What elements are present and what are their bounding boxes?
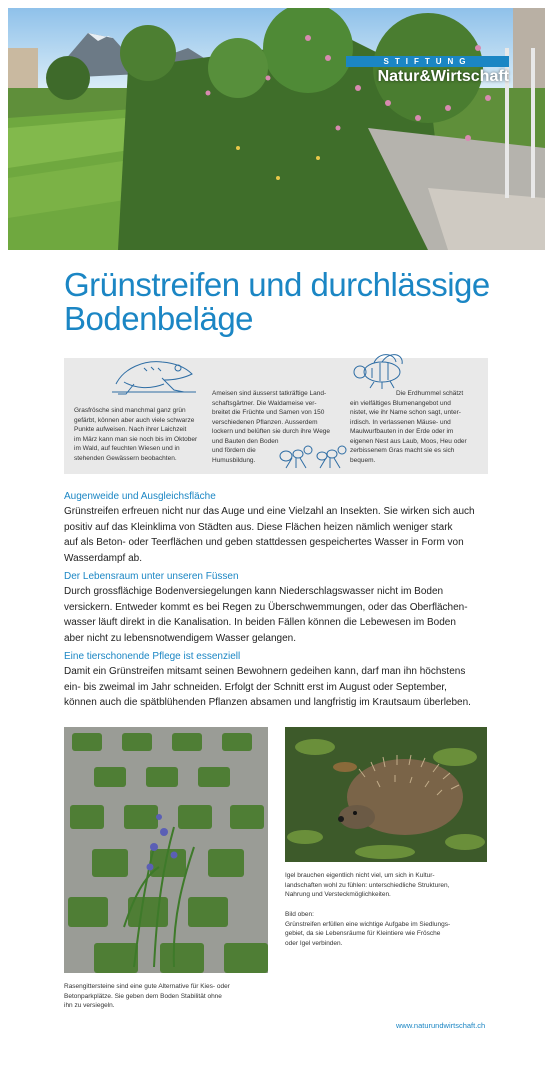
hedgehog-caption [285,871,495,900]
page-title [64,268,524,336]
caption-line: Betonparkplätze. Sie geben dem Boden Stabilität ohne [64,992,222,1000]
section-pflege [64,650,494,711]
frog-text-line: Punkte aufweisen. Nach ihrer Laichzeit [74,426,187,433]
section-line: wasser läuft direkt in die Kanalisation. In beiden Fällen können die Lebewesen im Boden [64,617,456,628]
bee-text-line: Maulwurfbauten in der Erde oder im [350,428,454,435]
section-heading: Der Lebensraum unter unseren Füssen [64,571,239,582]
bee-text [350,389,486,465]
ant-text-line: verschiedenen Pflanzen. Ausserdem [212,418,318,426]
frog-illustration [104,348,204,396]
caption-line: Grünstreifen erfüllen eine wichtige Aufgabe im Siedlungs- [285,920,451,928]
bee-text-line: nistet, wie ihr Name schon sagt, unter- [350,409,461,416]
ant-text-line: Ameisen sind äusserst tatkräftige Land- [212,390,327,397]
caption-line: gebiet, da sie Lebensräume für Kleintiere wie Frösche [285,930,441,937]
section-line: versickern. Entweder kommt es bei Regen zu Überschwemmungen, oder das Oberflächen- [64,601,468,613]
frog-text-line: gefärbt, können aber auch viele schwarze [74,416,195,424]
section-line: können auch die spätblühenden Pflanzen absamen und langfristig im Krautsaum überleben. [64,697,471,708]
foundation-logo [346,56,509,90]
section-line: ein- bis zweimal im Jahr schneiden. Erfolgt der Schnitt erst im August oder September, [64,681,447,693]
ant-text-line: Humusbildung. [212,456,256,464]
section-line: Damit ein Grünstreifen mitsamt seinen Bewohnern gedeihen kann, darf man ihn höchstens [64,666,466,677]
section-line: aber nicht zu lebensnotwendigem Wasser gelangen. [64,632,296,644]
hero-photo [8,8,545,250]
section-line: auf als Beton- oder Teerflächen und geben stattdessen gespeichertes Wasser in Form von [64,537,464,548]
section-heading: Augenweide und Ausgleichsfläche [64,491,216,502]
bee-text-line: ein vielfältiges Blumenangebot und [350,399,451,407]
bild-oben-label: Bild oben: [285,911,314,918]
bee-text-line: Die Erdhummel schätzt [396,390,464,397]
caption-line: Igel brauchen eigentlich nicht viel, um sich in Kultur- [285,872,435,879]
frog-text [74,406,214,463]
section-line: Durch grossflächige Bodenversiegelungen kann Niederschlagswasser nicht im Boden [64,586,444,597]
bild-oben-caption [285,910,495,948]
grid-caption [64,982,274,1011]
section-line: positiv auf das Kleinklima von Städten aus. Diese Flächen heizen nämlich weniger stark [64,521,453,533]
frog-text-line: im März kann man sie noch bis im Oktober [74,435,198,443]
section-heading: Eine tierschonende Pflege ist essenziell [64,651,241,662]
caption-line: ihn zu versiegeln. [64,1002,115,1009]
section-line: Wasserdampf ab. [64,552,142,564]
ant-text-line: lockern und belüften sie durch ihre Wege [212,428,331,435]
section-line: Grünstreifen erfreuen nicht nur das Auge und eine Vielzahl an Insekten. Sie wirken sich auch [64,506,475,517]
frog-text-line: stehenden Gewässern beobachten. [74,454,177,462]
info-box [64,358,488,474]
hedgehog-photo [285,727,487,862]
caption-line: oder Igel verbinden. [285,939,343,947]
caption-line: landschaften wohl zu fühlen: unterschiedliche Strukturen, [285,881,450,889]
ant-text [212,389,352,465]
caption-line: Rasengittersteine sind eine gute Alternative für Kies- oder [64,983,230,990]
bee-text-line: zerbissenem Gras macht sie es sich [350,447,455,454]
ant-text-line: schaftsgärtner. Die Waldameise ver- [212,399,317,407]
ant-text-line: und Bauten den Boden [212,437,279,445]
logo-top-text: STIFTUNG [346,56,509,67]
grass-paver-photo [64,727,268,973]
section-lebensraum [64,570,494,646]
caption-line: Nahrung und Versteckmöglichkeiten. [285,891,391,898]
bee-text-line: eigenen Nest aus Laub, Moos, Heu oder [350,437,467,445]
title-line-1: Grünstreifen und durchlässige [64,266,490,303]
bee-text-line: bequem. [350,456,376,464]
logo-bottom-text: Natur&Wirtschaft [377,68,509,85]
title-line-2: Bodenbeläge [64,300,254,337]
ant-text-line: und fördern die [212,447,256,454]
bee-text-line: irdisch. In verlassenen Mäuse- und [350,418,451,426]
section-augenweide [64,490,494,566]
frog-text-line: Grasfrösche sind manchmal ganz grün [74,407,186,414]
bee-illustration [344,350,414,390]
ant-text-line: breitet die Früchte und Samen von 150 [212,409,325,416]
website-url[interactable]: www.naturundwirtschaft.ch [396,1021,486,1030]
frog-text-line: im Wald, auf feuchten Wiesen und in [74,445,180,452]
